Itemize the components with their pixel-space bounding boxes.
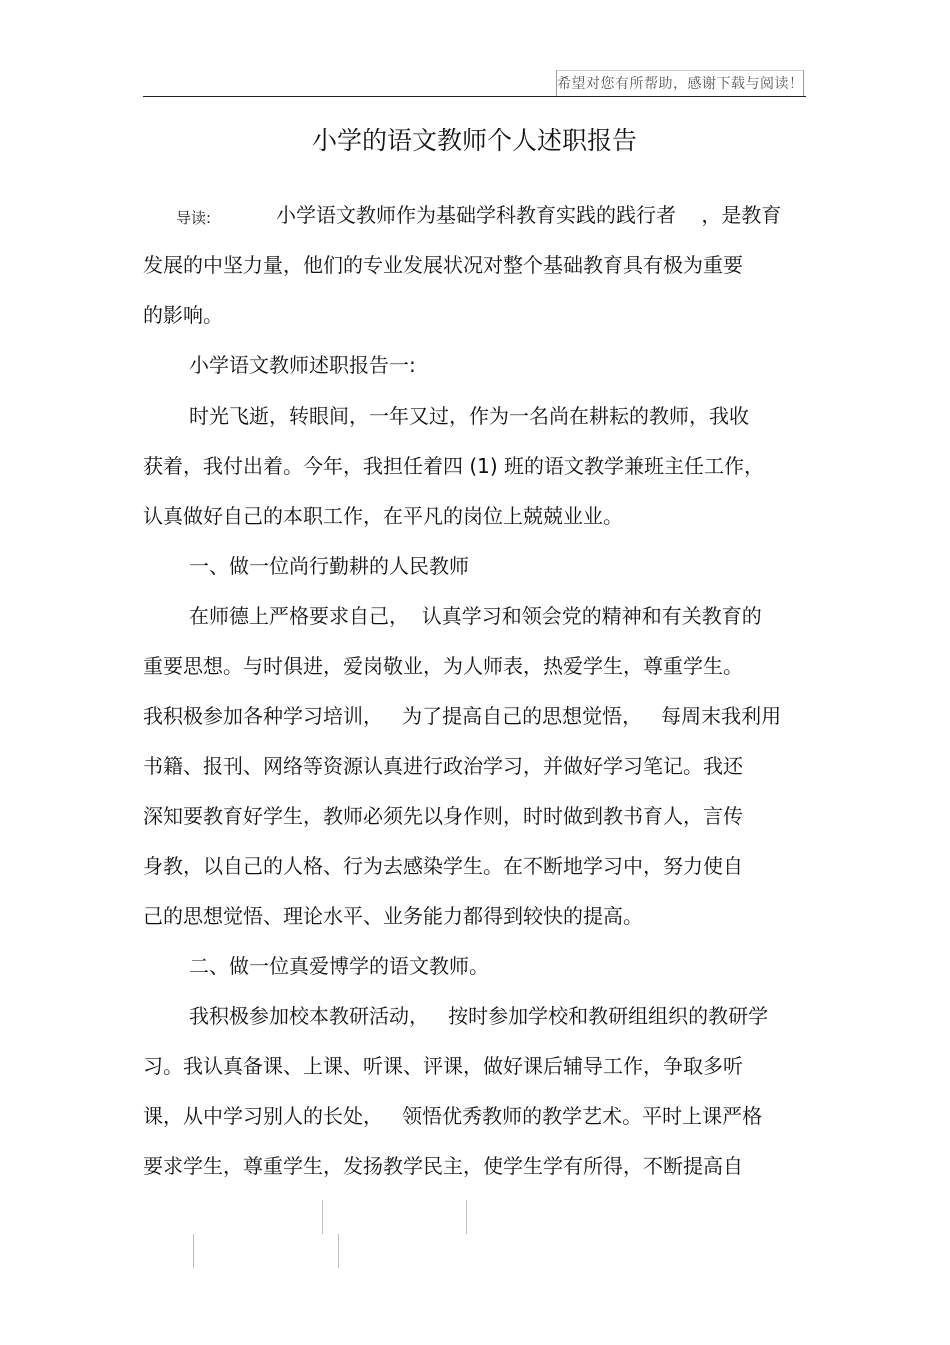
body-line: 己的思想觉悟、理论水平、业务能力都得到较快的提高。 bbox=[143, 904, 643, 928]
scan-mark bbox=[193, 1234, 194, 1268]
scan-mark bbox=[338, 1234, 339, 1268]
intro-line: 发展的中坚力量，他们的专业发展状况对整个基础教育具有极为重要 bbox=[143, 253, 743, 277]
scan-mark bbox=[322, 1200, 323, 1234]
body-line: 认真做好自己的本职工作，在平凡的岗位上兢兢业业。 bbox=[143, 504, 623, 528]
body-line: 时光飞逝，转眼间，一年又过，作为一名尚在耕耘的教师，我收 bbox=[189, 404, 749, 428]
body-line: 要求学生，尊重学生，发扬教学民主，使学生学有所得，不断提高自 bbox=[143, 1154, 743, 1178]
section-heading: 小学语文教师述职报告一: bbox=[189, 353, 416, 377]
header-divider bbox=[143, 96, 806, 97]
section-heading: 二、做一位真爱博学的语文教师。 bbox=[189, 954, 489, 978]
intro-label: 导读: bbox=[176, 209, 212, 227]
scan-mark bbox=[466, 1200, 467, 1234]
header-note: 希望对您有所帮助，感谢下载与阅读！ bbox=[556, 70, 804, 96]
body-line: 课，从中学习别人的长处， 领悟优秀教师的教学艺术。平时上课严格 bbox=[143, 1104, 763, 1128]
body-line: 深知要教育好学生，教师必须先以身作则，时时做到教书育人，言传 bbox=[143, 804, 743, 828]
body-line: 我积极参加校本教研活动， 按时参加学校和教研组组织的教研学 bbox=[189, 1004, 769, 1028]
body-line: 书籍、报刊、网络等资源认真进行政治学习，并做好学习笔记。我还 bbox=[143, 754, 743, 778]
body-line: 身教，以自己的人格、行为去感染学生。在不断地学习中，努力使自 bbox=[143, 854, 743, 878]
body-line: 获着，我付出着。今年，我担任着四 (1) 班的语文教学兼班主任工作， bbox=[143, 454, 765, 478]
body-line: 习。我认真备课、上课、听课、评课，做好课后辅导工作，争取多听 bbox=[143, 1054, 743, 1078]
body-line: 重要思想。与时俱进，爱岗敬业，为人师表，热爱学生，尊重学生。 bbox=[143, 654, 743, 678]
section-heading: 一、做一位尚行勤耕的人民教师 bbox=[189, 554, 469, 578]
intro-line: 的影响。 bbox=[143, 303, 223, 327]
intro-line: 小学语文教师作为基础学科教育实践的践行者 ，是教育 bbox=[276, 203, 782, 227]
body-line: 在师德上严格要求自己， 认真学习和领会党的精神和有关教育的 bbox=[189, 604, 762, 628]
body-line: 我积极参加各种学习培训， 为了提高自己的思想觉悟， 每周末我利用 bbox=[143, 704, 782, 728]
document-title: 小学的语文教师个人述职报告 bbox=[311, 126, 637, 155]
